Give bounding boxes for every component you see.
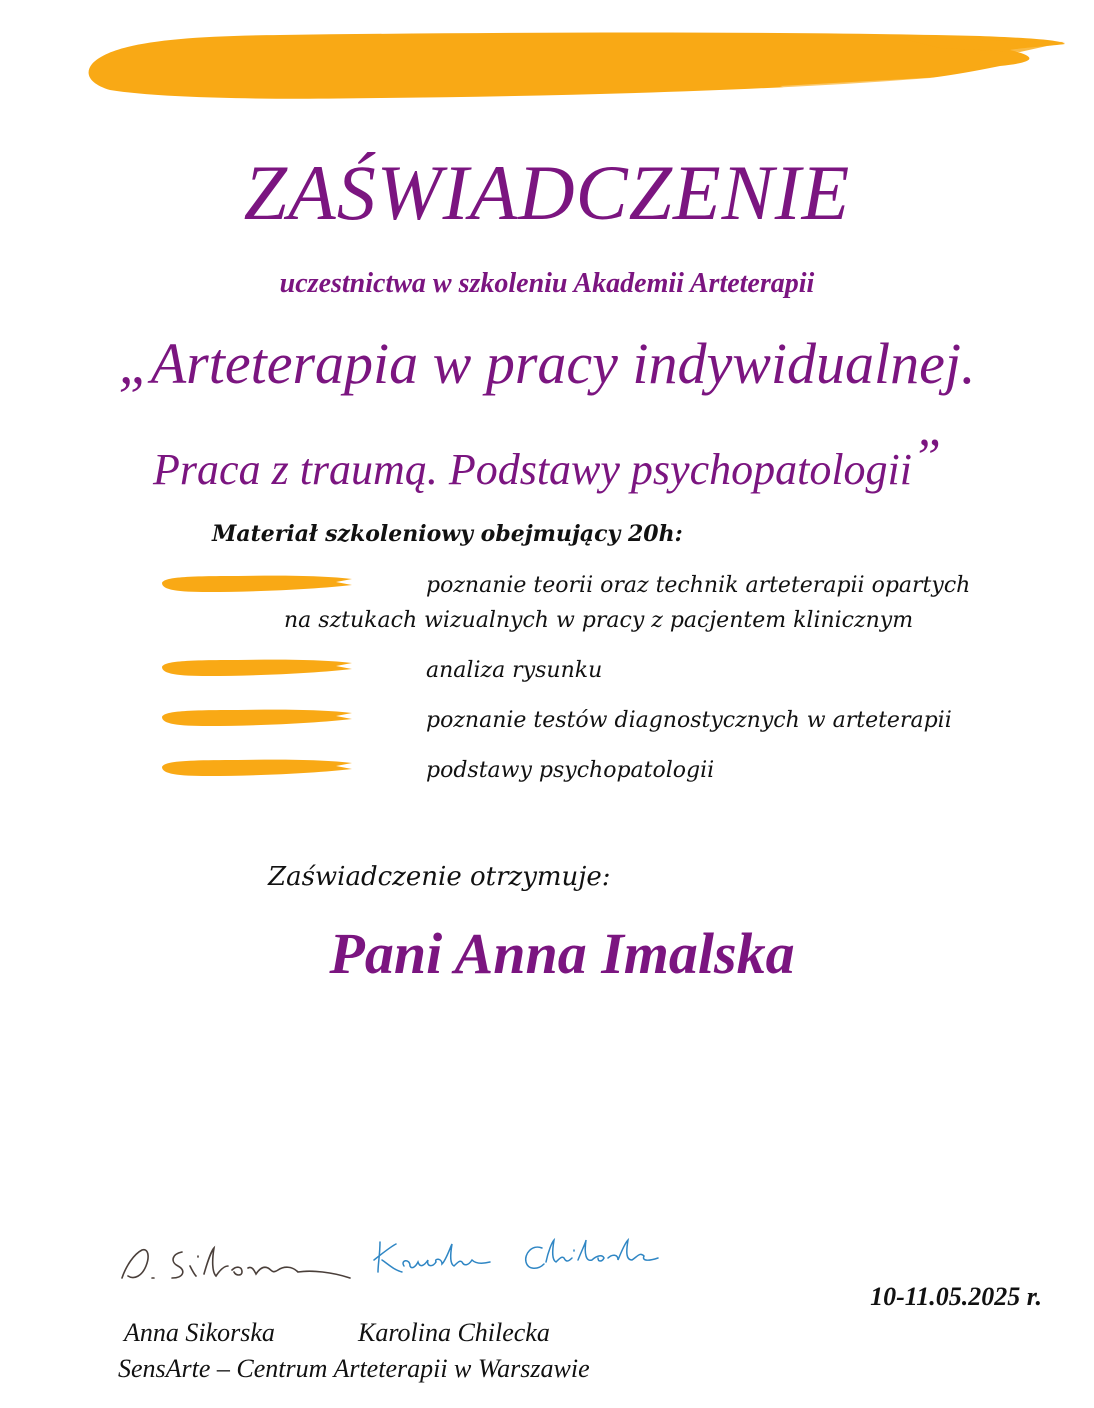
material-item-3: poznanie testów diagnostycznych w arteterapii: [426, 708, 952, 733]
material-item-1-line2: na sztukach wizualnych w pracy z pacjentem klinicznym: [284, 608, 914, 633]
signer-name-2: Karolina Chilecka: [358, 1318, 550, 1347]
material-heading: Materiał szkoleniowy obejmujący 20h:: [212, 521, 683, 547]
material-item-2: analiza rysunku: [426, 658, 603, 683]
recipient-label: Zaświadczenie otrzymuje:: [268, 862, 611, 892]
certificate-date: 10-11.05.2025 r.: [870, 1282, 1042, 1311]
course-title-line1: „Arteterapia w pracy indywidualnej.: [118, 331, 976, 396]
orange-bullet-stroke: [158, 707, 354, 729]
orange-bullet-stroke: [158, 573, 354, 595]
recipient-name: Pani Anna Imalska: [329, 921, 795, 986]
orange-brush-stroke-decoration: [80, 26, 1070, 116]
orange-bullet-stroke: [158, 757, 354, 779]
material-item-1-line1: poznanie teorii oraz technik arteterapii opartych: [426, 573, 971, 598]
course-title-line2: [0, 428, 1094, 495]
certificate-title: ZAŚWIADCZENIE: [243, 149, 851, 236]
organization-name: SensArte – Centrum Arteterapii w Warszawie: [118, 1354, 590, 1383]
handwritten-signatures: [112, 1230, 672, 1300]
orange-bullet-stroke: [158, 657, 354, 679]
signer-name-1: Anna Sikorska: [124, 1318, 275, 1347]
closing-quote: ”: [912, 429, 941, 486]
material-item-4: podstawy psychopatologii: [426, 758, 715, 783]
course-title-line2-text: Praca z traumą. Podstawy psychopatologii: [153, 445, 913, 494]
certificate-subtitle: uczestnictwa w szkoleniu Akademii Arteterapii: [279, 268, 815, 299]
